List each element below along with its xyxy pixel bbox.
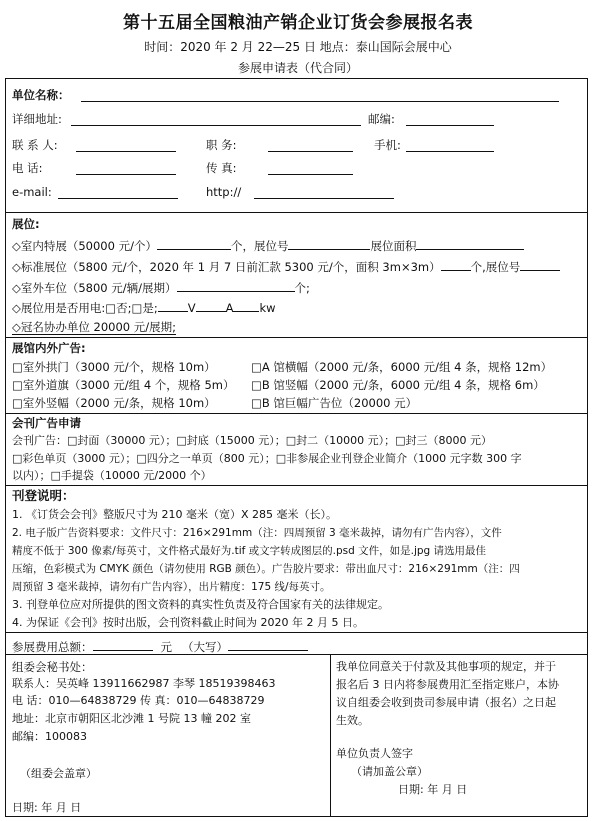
note-line: 4. 为保证《会刊》按时出版，会刊资料截止时间为 2020 年 2 月 5 日。	[12, 616, 364, 629]
note-line: 压缩，色彩模式为 CMYK 颜色（请勿使用 RGB 颜色）。广告胶片要求：带出血尺寸：216×291mm（注：四	[12, 563, 520, 575]
company-name-field[interactable]	[81, 101, 559, 102]
organizer-address: 地址：北京市朝阳区北沙滩 1 号院 13 幢 202 室	[12, 712, 251, 725]
website-field[interactable]	[254, 198, 394, 199]
fax-label: 传 真:	[206, 161, 237, 175]
address-label: 详细地址:	[12, 112, 62, 126]
ad-hall-b-vertical[interactable]: □B 馆竖幅（2000 元/条，6000 元/组 4 条，规格 6m）	[251, 378, 545, 392]
form-title: 第十五届全国粮油产销企业订货会参展报名表	[123, 13, 473, 33]
booth-standard	[12, 259, 560, 274]
address-field[interactable]	[71, 125, 361, 126]
fee-amount-field[interactable]	[93, 639, 153, 651]
note-line: 精度不低于 300 像素/每英寸，文件格式最好为.tif 或文字转成图层的.psd 文件，如是.jpg 请选用最佳	[12, 545, 487, 557]
booth-standard-number-field[interactable]	[520, 259, 560, 271]
form-subtitle: 参展申请表（代合同）	[237, 61, 358, 75]
divider	[6, 413, 587, 414]
power-field[interactable]	[233, 300, 259, 312]
booth-area-field[interactable]	[416, 238, 524, 250]
booth-indoor-label: ◇室内特展（50000 元/个）	[12, 239, 157, 253]
journal-ads-covers[interactable]: 会刊广告：□封面（30000 元）；□封底（15000 元）；□封二（10000 元）；□封三（8000 元）	[12, 434, 493, 447]
power-unit: kw	[259, 301, 276, 315]
booth-outdoor-unit: 个;	[294, 281, 310, 295]
current-field[interactable]	[196, 300, 226, 312]
booth-indoor-count-field[interactable]	[157, 238, 231, 250]
fee-upper-label: （大写）	[182, 640, 228, 654]
column-divider	[330, 654, 331, 816]
booth-heading: 展位:	[12, 217, 40, 231]
fee-upper-field[interactable]	[228, 639, 308, 651]
contact-label: 联 系 人:	[12, 138, 58, 152]
position-label: 职 务:	[206, 138, 237, 152]
organizer-seal: （组委会盖章）	[20, 767, 97, 780]
note-line: 1. 《订货会会刊》整版尺寸为 210 毫米（宽）X 285 毫米（长）。	[12, 508, 338, 521]
agreement-text: 生效。	[336, 714, 369, 727]
note-line: 周预留 3 毫米裁掉，请勿有广告内容），出片精度：175 线/每英寸。	[12, 581, 331, 593]
company-name-label: 单位名称：	[12, 88, 70, 102]
agreement-text: 报名后 3 日内将参展费用汇至指定账户，本协	[336, 678, 559, 691]
organizer-heading: 组委会秘书处：	[12, 660, 93, 674]
divider	[6, 212, 587, 213]
event-time-place: 时间：2020 年 2 月 22—25 日 地点：泰山国际会展中心	[144, 40, 452, 54]
note-line: 2. 电子版广告资料要求：文件尺寸：216×291mm（注：四周预留 3 毫米裁掉，请勿有广告内容），文件	[12, 527, 502, 539]
ad-outdoor-vertical[interactable]: □室外竖幅（2000 元/条，规格 10m）	[12, 396, 216, 410]
notes-heading: 刊登说明：	[12, 488, 75, 503]
email-label: e-mail:	[12, 185, 52, 199]
signer-label: 单位负责人签字	[336, 747, 413, 760]
agreement-date: 日期: 年 月 日	[398, 783, 468, 796]
ad-outdoor-flags[interactable]: □室外道旗（3000 元/组 4 个，规格 5m）	[12, 378, 235, 392]
voltage-field[interactable]	[158, 300, 188, 312]
divider	[6, 337, 587, 338]
booth-standard-count-field[interactable]	[441, 259, 471, 271]
booth-outdoor-parking	[12, 280, 310, 295]
fee-total	[12, 639, 308, 654]
booth-electricity-label: ◇展位用是否用电:□否;□是;	[12, 301, 158, 315]
mobile-field[interactable]	[406, 151, 494, 152]
booth-standard-label: ◇标准展位（5800 元/个，2020 年 1 月 7 日前汇款 5300 元/个，面积 3m×3m）	[12, 260, 441, 274]
postcode-label: 邮编:	[368, 112, 395, 126]
agreement-text: 我单位同意关于付款及其他事项的规定，并于	[336, 660, 556, 673]
booth-outdoor-count-field[interactable]	[177, 280, 295, 292]
contact-field[interactable]	[76, 151, 176, 152]
booth-area-label: 展位面积	[370, 239, 417, 253]
postcode-field[interactable]	[406, 125, 494, 126]
ad-hall-a-banner[interactable]: □A 馆横幅（2000 元/条，6000 元/组 4 条，规格 12m）	[251, 360, 553, 374]
website-label: http://	[206, 185, 242, 199]
booth-standard-number-label: 个,展位号	[470, 260, 521, 274]
voltage-unit: V	[187, 301, 196, 315]
mobile-label: 手机:	[374, 138, 401, 152]
email-field[interactable]	[58, 198, 178, 199]
booth-outdoor-label: ◇室外车位（5800 元/辆/展期）	[12, 281, 177, 295]
divider	[6, 485, 587, 486]
agreement-text: 议自组委会收到贵司参展申请（报名）之日起	[336, 696, 556, 709]
position-field[interactable]	[268, 151, 353, 152]
note-line: 3. 刊登单位应对所提供的图文资料的真实性负责及符合国家有关的法律规定。	[12, 598, 389, 611]
phone-label: 电 话:	[12, 161, 43, 175]
ad-hall-b-giant[interactable]: □B 馆巨幅广告位（20000 元）	[251, 396, 418, 410]
company-seal: （请加盖公章）	[351, 765, 428, 778]
organizer-contact: 联系人：吴英峰 13911662987 李琴 18519398463	[12, 677, 276, 690]
current-unit: A	[225, 301, 234, 315]
divider	[6, 654, 587, 655]
booth-sponsor	[12, 320, 176, 334]
organizer-date: 日期: 年 月 日	[12, 801, 82, 814]
journal-ads-pages[interactable]: □彩色单页（3000 元）；□四分之一单页（800 元）；□非参展企业刊登企业简介（1000 元字数 300 字	[12, 452, 522, 465]
registration-form	[5, 78, 588, 817]
organizer-postcode: 邮编：100083	[12, 730, 87, 743]
journal-ads-bags[interactable]: 以内）；□手提袋（10000 元/2000 个）	[12, 469, 212, 482]
fee-unit: 元	[160, 640, 172, 654]
booth-number-label: 个，展位号	[230, 239, 289, 253]
divider	[6, 632, 587, 633]
booth-electricity	[12, 300, 276, 315]
booth-sponsor-label[interactable]: ◇冠名协办单位 20000 元/展期;	[12, 320, 176, 334]
journal-ads-heading: 会刊广告申请	[12, 416, 81, 430]
fee-label: 参展费用总额：	[12, 640, 93, 654]
phone-field[interactable]	[76, 174, 176, 175]
booth-number-field[interactable]	[288, 238, 370, 250]
booth-indoor-special	[12, 238, 524, 253]
fax-field[interactable]	[268, 174, 353, 175]
organizer-phone: 电 话：010—64838729 传 真：010—64838729	[12, 694, 265, 707]
venue-ads-heading: 展馆内外广告:	[12, 341, 86, 355]
ad-outdoor-arch[interactable]: □室外拱门（3000 元/个，规格 10m）	[12, 360, 216, 374]
